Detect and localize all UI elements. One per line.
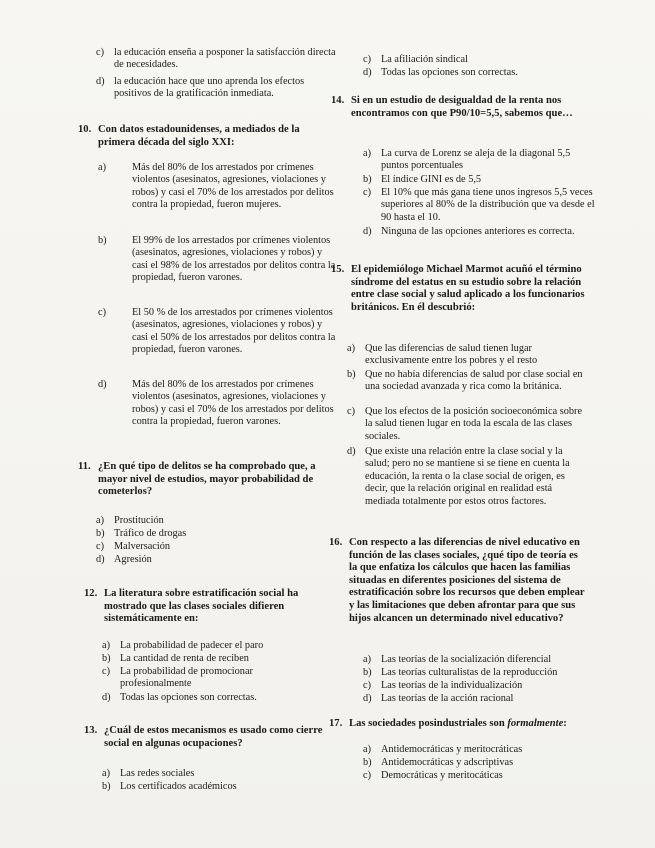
- option-letter: d): [347, 446, 356, 457]
- option-text: Más del 80% de los arrestados por crímenes violentos (asesinatos, agresiones, violaciones y robos) y casi el 70% de los arrestados por delitos contra la propiedad, fueron mujeres.: [132, 162, 334, 211]
- q10-option-a: [78, 162, 336, 212]
- option-text: Las teorías de la acción racional: [381, 693, 514, 704]
- option-letter: c): [347, 406, 355, 417]
- option-text: Que no había diferencias de salud por clase social en una sociedad avanzada y rica como la británica.: [365, 369, 583, 393]
- option-letter: c): [96, 47, 104, 58]
- question-number: 14.: [331, 95, 345, 106]
- q10-option-b: [78, 235, 336, 285]
- option-text: Que los efectos de la posición socioeconómica sobre la salud tienen lugar en toda la escala de las clases sociales.: [365, 406, 583, 442]
- q15-option-d: [347, 446, 587, 508]
- q14-option-b: [363, 174, 599, 186]
- question-text: ¿Cuál de estos mecanismos es usado como cierre social en algunas ocupaciones?: [104, 725, 323, 749]
- question-13: [84, 725, 336, 750]
- option-letter: c): [102, 666, 110, 677]
- option-text: El 50 % de los arrestados por crímenes violentos (asesinatos, agresiones, violaciones y robos) y casi el 50% de los arrestados por delitos contra la propiedad, fueron varones.: [132, 307, 336, 356]
- option-letter: b): [363, 757, 372, 768]
- option-text: Las teorías de la individualización: [381, 680, 523, 691]
- option-letter: d): [363, 67, 372, 78]
- question-text: Si en un estudio de desigualdad de la renta nos encontramos con que P90/10=5,5, sabemos que…: [351, 95, 573, 119]
- option-letter: d): [363, 226, 372, 237]
- question-number: 12.: [84, 588, 98, 599]
- q15-option-b: [347, 369, 587, 394]
- question-number: 11.: [78, 461, 91, 472]
- option-letter: b): [347, 369, 356, 380]
- q13-option-b: [102, 781, 332, 793]
- question-number: 17.: [329, 718, 343, 729]
- q11-option-d: [96, 554, 316, 566]
- option-text: la educación enseña a posponer la satisfacción directa de necesidades.: [114, 47, 336, 71]
- q13-option-d: [363, 67, 593, 79]
- q13-option-c: [363, 54, 593, 66]
- option-text: Que existe una relación entre la clase social y la salud; pero no se mantiene si se tiene en cuenta la educación, la renta o la clase social de origen, es decir, que la relación original en realidad está mediada totalmente por estos otros factores.: [365, 446, 570, 507]
- q16-option-b: [363, 667, 599, 679]
- option-text: La probabilidad de padecer el paro: [120, 640, 264, 651]
- option-text: El índice GINI es de 5,5: [381, 174, 482, 185]
- question-number: 13.: [84, 725, 98, 736]
- question-text: Con respecto a las diferencias de nivel educativo en función de las clases sociales, ¿qué tipo de teoría es la que enfatiza los cálculos que hacen las familias situadas en diferentes posiciones del sistema de estratificación sobre los recursos que deben emplear y las limitaciones que deben afrontar para que sus hijos alcancen un determinado nivel educativo?: [349, 537, 585, 624]
- question-10: [78, 124, 330, 149]
- q14-option-c: [363, 187, 599, 224]
- option-text: Malversación: [114, 541, 171, 552]
- question-text: ¿En qué tipo de delitos se ha comprobado que, a mayor nivel de estudios, mayor probabilidad de cometerlos?: [98, 461, 316, 498]
- option-text: Las teorías de la socialización diferencial: [381, 654, 552, 665]
- q10-option-d: [78, 379, 336, 429]
- question-16: [329, 537, 587, 625]
- question-text: El epidemiólogo Michael Marmot acuñó el término síndrome del estatus en su estudio sobre la relación entre clase social y salud aplicado a los funcionarios británicos. En él descubrió:: [351, 264, 585, 313]
- option-letter: b): [98, 235, 107, 246]
- option-letter: a): [102, 640, 110, 651]
- option-letter: c): [363, 680, 371, 691]
- q16-option-a: [363, 654, 599, 666]
- option-text: Los certificados académicos: [120, 781, 237, 792]
- q12-option-b: [102, 653, 332, 665]
- question-text: Con datos estadounidenses, a mediados de la primera década del siglo XXI:: [98, 124, 300, 148]
- question-text: Las sociedades posindustriales son: [349, 718, 508, 729]
- question-number: 15.: [331, 264, 345, 275]
- q17-option-c: [363, 770, 599, 782]
- option-letter: d): [98, 379, 107, 390]
- option-letter: a): [102, 768, 110, 779]
- option-letter: b): [363, 667, 372, 678]
- option-text: Las teorías culturalistas de la reproducción: [381, 667, 558, 678]
- q15-option-a: [347, 343, 587, 368]
- question-17: [329, 718, 599, 731]
- option-letter: a): [96, 515, 104, 526]
- option-letter: d): [363, 693, 372, 704]
- question-text-emphasis: formalmente: [507, 718, 564, 729]
- question-12: [84, 588, 324, 626]
- question-number: 10.: [78, 124, 92, 135]
- option-text: El 99% de los arrestados por crímenes violentos (asesinatos, agresiones, violaciones y robos) y casi el 98% de los arrestados por delitos contra la propiedad, fueron varones.: [132, 235, 336, 284]
- option-text: La curva de Lorenz se aleja de la diagonal 5,5 puntos porcentuales: [381, 148, 571, 172]
- option-letter: c): [96, 541, 104, 552]
- question-text: La literatura sobre estratificación social ha mostrado que las clases sociales difieren sistemáticamente en:: [104, 588, 299, 625]
- q11-option-c: [96, 541, 316, 553]
- question-14: [331, 95, 589, 120]
- q12-option-c: [102, 666, 332, 691]
- option-text: Democráticas y meritocáticas: [381, 770, 503, 781]
- option-text: Que las diferencias de salud tienen lugar exclusivamente entre los pobres y el resto: [365, 343, 538, 367]
- option-text: Tráfico de drogas: [114, 528, 187, 539]
- option-letter: a): [363, 654, 371, 665]
- option-letter: b): [96, 528, 105, 539]
- option-letter: d): [96, 76, 105, 87]
- q9-option-d: [96, 76, 354, 101]
- option-letter: c): [98, 307, 106, 318]
- option-letter: b): [102, 781, 111, 792]
- option-letter: b): [363, 174, 372, 185]
- option-text: Agresión: [114, 554, 152, 565]
- option-letter: a): [347, 343, 355, 354]
- q11-option-a: [96, 515, 316, 527]
- option-letter: d): [96, 554, 105, 565]
- q12-option-a: [102, 640, 332, 652]
- q17-option-b: [363, 757, 599, 769]
- option-letter: a): [363, 148, 371, 159]
- q9-option-c: [96, 47, 354, 72]
- option-text: La probabilidad de promocionar profesionalmente: [120, 666, 253, 690]
- option-letter: a): [98, 162, 106, 173]
- q11-option-b: [96, 528, 316, 540]
- q15-option-c: [347, 406, 587, 443]
- option-letter: c): [363, 54, 371, 65]
- option-text: Antidemocráticas y meritocráticas: [381, 744, 523, 755]
- option-letter: a): [363, 744, 371, 755]
- option-letter: c): [363, 770, 371, 781]
- option-text: Ninguna de las opciones anteriores es correcta.: [381, 226, 575, 237]
- option-text: Prostitución: [114, 515, 164, 526]
- option-text: Antidemocráticas y adscriptivas: [381, 757, 514, 768]
- option-letter: c): [363, 187, 371, 198]
- option-text: Todas las opciones son correctas.: [120, 692, 257, 703]
- q16-option-c: [363, 680, 599, 692]
- option-letter: d): [102, 692, 111, 703]
- question-15: [331, 264, 587, 314]
- option-letter: b): [102, 653, 111, 664]
- option-text: Todas las opciones son correctas.: [381, 67, 518, 78]
- q14-option-a: [363, 148, 599, 173]
- option-text: La cantidad de renta de reciben: [120, 653, 249, 664]
- q17-option-a: [363, 744, 599, 756]
- question-number: 16.: [329, 537, 343, 548]
- option-text: El 10% que más gana tiene unos ingresos 5,5 veces superiores al 80% de la distribución que va desde el 90 hasta el 10.: [381, 187, 595, 223]
- option-text: La afiliación sindical: [381, 54, 468, 65]
- option-text: Más del 80% de los arrestados por crímenes violentos (asesinatos, agresiones, violaciones y robos) y casi el 70% de los arrestados por delitos contra la propiedad, fueron varones.: [132, 379, 334, 428]
- q10-option-c: [78, 307, 336, 357]
- q13-option-a: [102, 768, 332, 780]
- question-11: [78, 461, 334, 499]
- question-text-end: :: [563, 718, 567, 729]
- option-text: Las redes sociales: [120, 768, 195, 779]
- q14-option-d: [363, 226, 599, 238]
- q12-option-d: [102, 692, 332, 704]
- option-text: la educación hace que uno aprenda los efectos positivos de la gratificación inmediata.: [114, 76, 305, 100]
- q16-option-d: [363, 693, 599, 705]
